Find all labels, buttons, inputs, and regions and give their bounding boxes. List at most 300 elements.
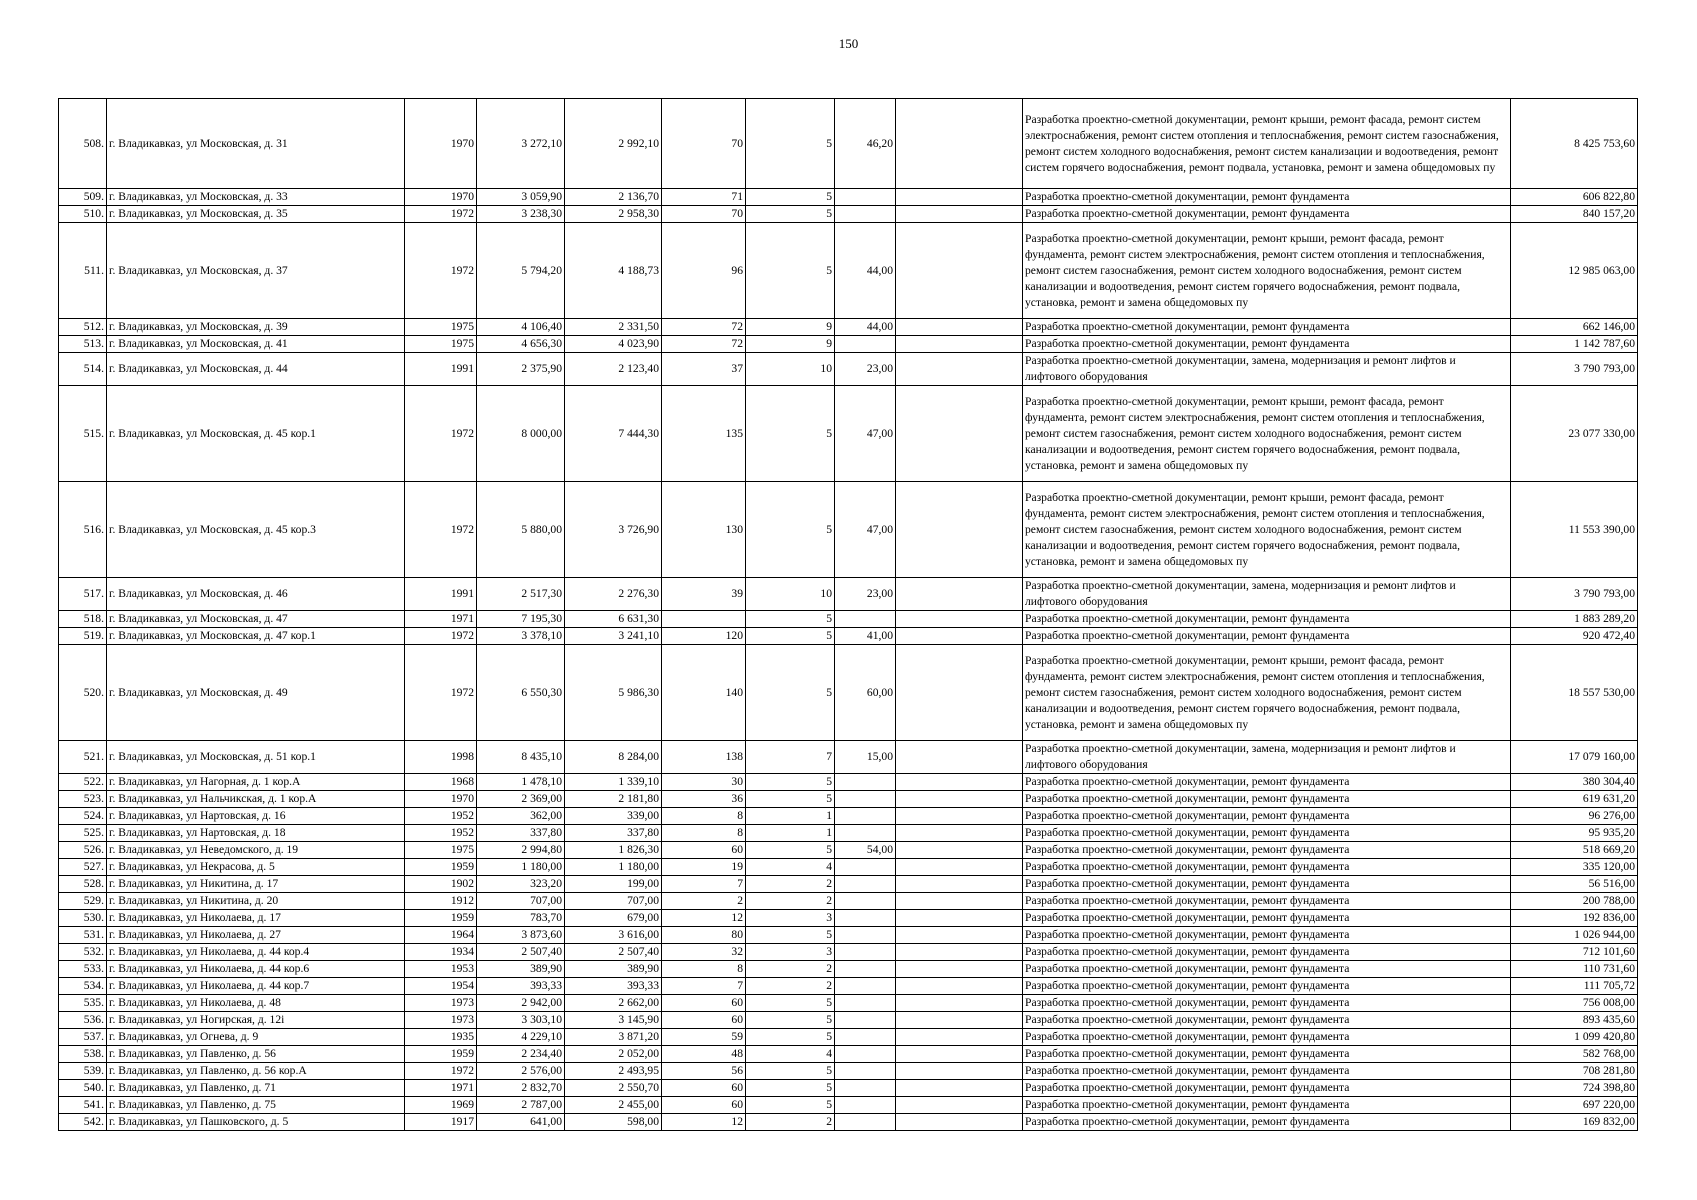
- living-area-cell: 707,00: [565, 893, 662, 910]
- floors-cell: 2: [746, 876, 835, 893]
- extra-cell: [896, 1114, 1023, 1131]
- wear-cell: [835, 206, 896, 223]
- cost-cell: 8 425 753,60: [1511, 99, 1638, 189]
- residents-cell: 80: [662, 927, 746, 944]
- total-area-cell: 5 880,00: [477, 482, 565, 578]
- row-number-cell: 534.: [59, 978, 107, 995]
- address-cell: г. Владикавказ, ул Московская, д. 35: [107, 206, 405, 223]
- year-cell: 1971: [405, 611, 477, 628]
- wear-cell: [835, 995, 896, 1012]
- floors-cell: 5: [746, 189, 835, 206]
- living-area-cell: 2 181,80: [565, 791, 662, 808]
- cost-cell: 12 985 063,00: [1511, 223, 1638, 319]
- address-cell: г. Владикавказ, ул Нартовская, д. 16: [107, 808, 405, 825]
- total-area-cell: 2 942,00: [477, 995, 565, 1012]
- work-description-cell: Разработка проектно-сметной документации, замена, модернизация и ремонт лифтов и лифтового оборудования: [1023, 741, 1511, 774]
- living-area-cell: 3 726,90: [565, 482, 662, 578]
- extra-cell: [896, 206, 1023, 223]
- wear-cell: 44,00: [835, 223, 896, 319]
- table-row: [59, 961, 1638, 978]
- floors-cell: 5: [746, 645, 835, 741]
- row-number-cell: 509.: [59, 189, 107, 206]
- residents-cell: 37: [662, 353, 746, 386]
- year-cell: 1934: [405, 944, 477, 961]
- year-cell: 1959: [405, 1046, 477, 1063]
- residents-cell: 2: [662, 893, 746, 910]
- extra-cell: [896, 791, 1023, 808]
- table-row: [59, 1046, 1638, 1063]
- work-description-cell: Разработка проектно-сметной документации, ремонт фундамента: [1023, 859, 1511, 876]
- address-cell: г. Владикавказ, ул Московская, д. 44: [107, 353, 405, 386]
- extra-cell: [896, 645, 1023, 741]
- floors-cell: 9: [746, 319, 835, 336]
- total-area-cell: 2 576,00: [477, 1063, 565, 1080]
- page-number: 150: [838, 36, 859, 51]
- work-description-cell: Разработка проектно-сметной документации, ремонт фундамента: [1023, 1080, 1511, 1097]
- work-description-cell: Разработка проектно-сметной документации, ремонт фундамента: [1023, 336, 1511, 353]
- address-cell: г. Владикавказ, ул Московская, д. 45 кор.3: [107, 482, 405, 578]
- work-description-cell: Разработка проектно-сметной документации, ремонт фундамента: [1023, 1063, 1511, 1080]
- row-number-cell: 526.: [59, 842, 107, 859]
- row-number-cell: 540.: [59, 1080, 107, 1097]
- extra-cell: [896, 808, 1023, 825]
- table-row: [59, 223, 1638, 319]
- work-description-cell: Разработка проектно-сметной документации, ремонт фундамента: [1023, 319, 1511, 336]
- row-number-cell: 527.: [59, 859, 107, 876]
- wear-cell: 47,00: [835, 386, 896, 482]
- year-cell: 1973: [405, 1012, 477, 1029]
- wear-cell: [835, 910, 896, 927]
- residents-cell: 70: [662, 206, 746, 223]
- living-area-cell: 4 023,90: [565, 336, 662, 353]
- wear-cell: [835, 1029, 896, 1046]
- table-row: [59, 386, 1638, 482]
- cost-cell: 95 935,20: [1511, 825, 1638, 842]
- extra-cell: [896, 961, 1023, 978]
- total-area-cell: 4 106,40: [477, 319, 565, 336]
- table-row: [59, 978, 1638, 995]
- table-row: [59, 628, 1638, 645]
- registry-table: [58, 98, 1638, 1131]
- work-description-cell: Разработка проектно-сметной документации, ремонт фундамента: [1023, 206, 1511, 223]
- total-area-cell: 389,90: [477, 961, 565, 978]
- table-row: [59, 645, 1638, 741]
- floors-cell: 5: [746, 482, 835, 578]
- year-cell: 1972: [405, 645, 477, 741]
- residents-cell: 70: [662, 99, 746, 189]
- wear-cell: [835, 1114, 896, 1131]
- extra-cell: [896, 944, 1023, 961]
- wear-cell: [835, 336, 896, 353]
- registry-body: [59, 99, 1638, 1131]
- row-number-cell: 515.: [59, 386, 107, 482]
- extra-cell: [896, 774, 1023, 791]
- address-cell: г. Владикавказ, ул Московская, д. 47 кор.1: [107, 628, 405, 645]
- wear-cell: [835, 1080, 896, 1097]
- row-number-cell: 513.: [59, 336, 107, 353]
- cost-cell: 1 883 289,20: [1511, 611, 1638, 628]
- cost-cell: 23 077 330,00: [1511, 386, 1638, 482]
- floors-cell: 2: [746, 961, 835, 978]
- extra-cell: [896, 978, 1023, 995]
- living-area-cell: 5 986,30: [565, 645, 662, 741]
- living-area-cell: 2 507,40: [565, 944, 662, 961]
- living-area-cell: 199,00: [565, 876, 662, 893]
- living-area-cell: 598,00: [565, 1114, 662, 1131]
- living-area-cell: 2 662,00: [565, 995, 662, 1012]
- floors-cell: 5: [746, 774, 835, 791]
- residents-cell: 120: [662, 628, 746, 645]
- wear-cell: [835, 791, 896, 808]
- work-description-cell: Разработка проектно-сметной документации, ремонт фундамента: [1023, 1029, 1511, 1046]
- living-area-cell: 393,33: [565, 978, 662, 995]
- total-area-cell: 5 794,20: [477, 223, 565, 319]
- floors-cell: 5: [746, 386, 835, 482]
- year-cell: 1991: [405, 353, 477, 386]
- table-row: [59, 1114, 1638, 1131]
- residents-cell: 72: [662, 319, 746, 336]
- address-cell: г. Владикавказ, ул Николаева, д. 17: [107, 910, 405, 927]
- address-cell: г. Владикавказ, ул Николаева, д. 48: [107, 995, 405, 1012]
- total-area-cell: 2 787,00: [477, 1097, 565, 1114]
- address-cell: г. Владикавказ, ул Некрасова, д. 5: [107, 859, 405, 876]
- cost-cell: 619 631,20: [1511, 791, 1638, 808]
- year-cell: 1964: [405, 927, 477, 944]
- row-number-cell: 510.: [59, 206, 107, 223]
- living-area-cell: 3 871,20: [565, 1029, 662, 1046]
- extra-cell: [896, 1080, 1023, 1097]
- work-description-cell: Разработка проектно-сметной документации, ремонт фундамента: [1023, 876, 1511, 893]
- year-cell: 1970: [405, 99, 477, 189]
- floors-cell: 5: [746, 1097, 835, 1114]
- row-number-cell: 517.: [59, 578, 107, 611]
- living-area-cell: 339,00: [565, 808, 662, 825]
- row-number-cell: 518.: [59, 611, 107, 628]
- floors-cell: 10: [746, 578, 835, 611]
- work-description-cell: Разработка проектно-сметной документации, ремонт фундамента: [1023, 628, 1511, 645]
- residents-cell: 60: [662, 1012, 746, 1029]
- residents-cell: 60: [662, 1080, 746, 1097]
- table-row: [59, 189, 1638, 206]
- floors-cell: 5: [746, 206, 835, 223]
- residents-cell: 39: [662, 578, 746, 611]
- address-cell: г. Владикавказ, ул Московская, д. 31: [107, 99, 405, 189]
- floors-cell: 5: [746, 791, 835, 808]
- cost-cell: 169 832,00: [1511, 1114, 1638, 1131]
- wear-cell: [835, 189, 896, 206]
- extra-cell: [896, 189, 1023, 206]
- total-area-cell: 3 272,10: [477, 99, 565, 189]
- row-number-cell: 522.: [59, 774, 107, 791]
- work-description-cell: Разработка проектно-сметной документации, ремонт фундамента: [1023, 893, 1511, 910]
- row-number-cell: 529.: [59, 893, 107, 910]
- cost-cell: 756 008,00: [1511, 995, 1638, 1012]
- address-cell: г. Владикавказ, ул Московская, д. 33: [107, 189, 405, 206]
- table-row: [59, 927, 1638, 944]
- year-cell: 1959: [405, 859, 477, 876]
- year-cell: 1935: [405, 1029, 477, 1046]
- year-cell: 1952: [405, 808, 477, 825]
- wear-cell: 23,00: [835, 353, 896, 386]
- row-number-cell: 525.: [59, 825, 107, 842]
- total-area-cell: 641,00: [477, 1114, 565, 1131]
- cost-cell: 56 516,00: [1511, 876, 1638, 893]
- table-row: [59, 876, 1638, 893]
- floors-cell: 5: [746, 927, 835, 944]
- row-number-cell: 539.: [59, 1063, 107, 1080]
- table-row: [59, 893, 1638, 910]
- wear-cell: [835, 876, 896, 893]
- year-cell: 1917: [405, 1114, 477, 1131]
- work-description-cell: Разработка проектно-сметной документации, ремонт фундамента: [1023, 808, 1511, 825]
- residents-cell: 138: [662, 741, 746, 774]
- extra-cell: [896, 611, 1023, 628]
- table-row: [59, 99, 1638, 189]
- row-number-cell: 530.: [59, 910, 107, 927]
- cost-cell: 893 435,60: [1511, 1012, 1638, 1029]
- address-cell: г. Владикавказ, ул Огнева, д. 9: [107, 1029, 405, 1046]
- work-description-cell: Разработка проектно-сметной документации, ремонт фундамента: [1023, 1114, 1511, 1131]
- extra-cell: [896, 99, 1023, 189]
- total-area-cell: 2 517,30: [477, 578, 565, 611]
- extra-cell: [896, 1012, 1023, 1029]
- table-row: [59, 206, 1638, 223]
- residents-cell: 135: [662, 386, 746, 482]
- living-area-cell: 3 241,10: [565, 628, 662, 645]
- total-area-cell: 8 000,00: [477, 386, 565, 482]
- address-cell: г. Владикавказ, ул Московская, д. 47: [107, 611, 405, 628]
- row-number-cell: 516.: [59, 482, 107, 578]
- residents-cell: 59: [662, 1029, 746, 1046]
- table-row: [59, 910, 1638, 927]
- work-description-cell: Разработка проектно-сметной документации, ремонт фундамента: [1023, 910, 1511, 927]
- total-area-cell: 3 378,10: [477, 628, 565, 645]
- floors-cell: 5: [746, 842, 835, 859]
- cost-cell: 708 281,80: [1511, 1063, 1638, 1080]
- address-cell: г. Владикавказ, ул Николаева, д. 27: [107, 927, 405, 944]
- wear-cell: [835, 825, 896, 842]
- year-cell: 1968: [405, 774, 477, 791]
- address-cell: г. Владикавказ, ул Павленко, д. 56 кор.А: [107, 1063, 405, 1080]
- total-area-cell: 3 059,90: [477, 189, 565, 206]
- year-cell: 1952: [405, 825, 477, 842]
- address-cell: г. Владикавказ, ул Павленко, д. 75: [107, 1097, 405, 1114]
- extra-cell: [896, 578, 1023, 611]
- work-description-cell: Разработка проектно-сметной документации, ремонт фундамента: [1023, 961, 1511, 978]
- work-description-cell: Разработка проектно-сметной документации, ремонт фундамента: [1023, 995, 1511, 1012]
- floors-cell: 2: [746, 893, 835, 910]
- floors-cell: 5: [746, 223, 835, 319]
- extra-cell: [896, 859, 1023, 876]
- table-row: [59, 842, 1638, 859]
- living-area-cell: 7 444,30: [565, 386, 662, 482]
- address-cell: г. Владикавказ, ул Нальчикская, д. 1 кор.А: [107, 791, 405, 808]
- residents-cell: 71: [662, 189, 746, 206]
- extra-cell: [896, 910, 1023, 927]
- wear-cell: [835, 611, 896, 628]
- wear-cell: [835, 1046, 896, 1063]
- living-area-cell: 2 052,00: [565, 1046, 662, 1063]
- address-cell: г. Владикавказ, ул Московская, д. 37: [107, 223, 405, 319]
- cost-cell: 606 822,80: [1511, 189, 1638, 206]
- extra-cell: [896, 1029, 1023, 1046]
- table-row: [59, 353, 1638, 386]
- cost-cell: 11 553 390,00: [1511, 482, 1638, 578]
- cost-cell: 518 669,20: [1511, 842, 1638, 859]
- work-description-cell: Разработка проектно-сметной документации, ремонт фундамента: [1023, 927, 1511, 944]
- residents-cell: 8: [662, 808, 746, 825]
- cost-cell: 17 079 160,00: [1511, 741, 1638, 774]
- address-cell: г. Владикавказ, ул Московская, д. 51 кор.1: [107, 741, 405, 774]
- address-cell: г. Владикавказ, ул Николаева, д. 44 кор.4: [107, 944, 405, 961]
- floors-cell: 3: [746, 910, 835, 927]
- row-number-cell: 520.: [59, 645, 107, 741]
- living-area-cell: 2 992,10: [565, 99, 662, 189]
- residents-cell: 96: [662, 223, 746, 319]
- wear-cell: [835, 978, 896, 995]
- residents-cell: 8: [662, 825, 746, 842]
- row-number-cell: 538.: [59, 1046, 107, 1063]
- row-number-cell: 533.: [59, 961, 107, 978]
- address-cell: г. Владикавказ, ул Нагорная, д. 1 кор.А: [107, 774, 405, 791]
- cost-cell: 192 836,00: [1511, 910, 1638, 927]
- year-cell: 1969: [405, 1097, 477, 1114]
- year-cell: 1991: [405, 578, 477, 611]
- wear-cell: 41,00: [835, 628, 896, 645]
- address-cell: г. Владикавказ, ул Николаева, д. 44 кор.7: [107, 978, 405, 995]
- total-area-cell: 707,00: [477, 893, 565, 910]
- floors-cell: 1: [746, 808, 835, 825]
- floors-cell: 5: [746, 1063, 835, 1080]
- cost-cell: 697 220,00: [1511, 1097, 1638, 1114]
- year-cell: 1971: [405, 1080, 477, 1097]
- address-cell: г. Владикавказ, ул Нартовская, д. 18: [107, 825, 405, 842]
- extra-cell: [896, 927, 1023, 944]
- row-number-cell: 542.: [59, 1114, 107, 1131]
- wear-cell: 15,00: [835, 741, 896, 774]
- work-description-cell: Разработка проектно-сметной документации, ремонт фундамента: [1023, 825, 1511, 842]
- year-cell: 1970: [405, 791, 477, 808]
- residents-cell: 36: [662, 791, 746, 808]
- table-row: [59, 1029, 1638, 1046]
- total-area-cell: 323,20: [477, 876, 565, 893]
- table-row: [59, 482, 1638, 578]
- cost-cell: 724 398,80: [1511, 1080, 1638, 1097]
- floors-cell: 5: [746, 99, 835, 189]
- wear-cell: 44,00: [835, 319, 896, 336]
- total-area-cell: 3 873,60: [477, 927, 565, 944]
- living-area-cell: 2 331,50: [565, 319, 662, 336]
- table-row: [59, 825, 1638, 842]
- row-number-cell: 528.: [59, 876, 107, 893]
- year-cell: 1972: [405, 223, 477, 319]
- work-description-cell: Разработка проектно-сметной документации, ремонт крыши, ремонт фасада, ремонт фундамента, ремонт систем электроснабжения, ремонт систем отопления и теплоснабжения, ремонт систем газоснабжения, ремонт систем холодного водоснабжения, ремонт систем канализации и водоотведения, ремонт систем горячего водоснабжения, ремонт подвала, установка, ремонт и замена общедомовых пу: [1023, 386, 1511, 482]
- living-area-cell: 389,90: [565, 961, 662, 978]
- cost-cell: 712 101,60: [1511, 944, 1638, 961]
- wear-cell: 46,20: [835, 99, 896, 189]
- extra-cell: [896, 1063, 1023, 1080]
- cost-cell: 1 026 944,00: [1511, 927, 1638, 944]
- living-area-cell: 2 136,70: [565, 189, 662, 206]
- cost-cell: 380 304,40: [1511, 774, 1638, 791]
- residents-cell: 48: [662, 1046, 746, 1063]
- residents-cell: 60: [662, 995, 746, 1012]
- total-area-cell: 783,70: [477, 910, 565, 927]
- residents-cell: 56: [662, 1063, 746, 1080]
- row-number-cell: 536.: [59, 1012, 107, 1029]
- extra-cell: [896, 223, 1023, 319]
- wear-cell: 54,00: [835, 842, 896, 859]
- address-cell: г. Владикавказ, ул Никитина, д. 17: [107, 876, 405, 893]
- floors-cell: 4: [746, 1046, 835, 1063]
- work-description-cell: Разработка проектно-сметной документации, ремонт фундамента: [1023, 791, 1511, 808]
- total-area-cell: 4 656,30: [477, 336, 565, 353]
- row-number-cell: 524.: [59, 808, 107, 825]
- living-area-cell: 2 958,30: [565, 206, 662, 223]
- total-area-cell: 2 832,70: [477, 1080, 565, 1097]
- cost-cell: 1 142 787,60: [1511, 336, 1638, 353]
- living-area-cell: 2 276,30: [565, 578, 662, 611]
- floors-cell: 5: [746, 995, 835, 1012]
- residents-cell: 12: [662, 910, 746, 927]
- floors-cell: 5: [746, 628, 835, 645]
- floors-cell: 5: [746, 1080, 835, 1097]
- wear-cell: [835, 808, 896, 825]
- cost-cell: 96 276,00: [1511, 808, 1638, 825]
- total-area-cell: 4 229,10: [477, 1029, 565, 1046]
- extra-cell: [896, 876, 1023, 893]
- total-area-cell: 1 478,10: [477, 774, 565, 791]
- total-area-cell: 1 180,00: [477, 859, 565, 876]
- floors-cell: 2: [746, 978, 835, 995]
- table-row: [59, 808, 1638, 825]
- table-row: [59, 741, 1638, 774]
- address-cell: г. Владикавказ, ул Неведомского, д. 19: [107, 842, 405, 859]
- work-description-cell: Разработка проектно-сметной документации, ремонт фундамента: [1023, 944, 1511, 961]
- year-cell: 1972: [405, 386, 477, 482]
- row-number-cell: 523.: [59, 791, 107, 808]
- table-row: [59, 774, 1638, 791]
- cost-cell: 920 472,40: [1511, 628, 1638, 645]
- work-description-cell: Разработка проектно-сметной документации, ремонт фундамента: [1023, 189, 1511, 206]
- row-number-cell: 535.: [59, 995, 107, 1012]
- total-area-cell: 3 303,10: [477, 1012, 565, 1029]
- cost-cell: 1 099 420,80: [1511, 1029, 1638, 1046]
- living-area-cell: 6 631,30: [565, 611, 662, 628]
- cost-cell: 110 731,60: [1511, 961, 1638, 978]
- cost-cell: 18 557 530,00: [1511, 645, 1638, 741]
- wear-cell: 47,00: [835, 482, 896, 578]
- work-description-cell: Разработка проектно-сметной документации, ремонт фундамента: [1023, 774, 1511, 791]
- year-cell: 1975: [405, 336, 477, 353]
- living-area-cell: 679,00: [565, 910, 662, 927]
- wear-cell: [835, 961, 896, 978]
- living-area-cell: 337,80: [565, 825, 662, 842]
- wear-cell: [835, 927, 896, 944]
- floors-cell: 7: [746, 741, 835, 774]
- row-number-cell: 521.: [59, 741, 107, 774]
- address-cell: г. Владикавказ, ул Московская, д. 46: [107, 578, 405, 611]
- year-cell: 1972: [405, 206, 477, 223]
- row-number-cell: 514.: [59, 353, 107, 386]
- row-number-cell: 531.: [59, 927, 107, 944]
- extra-cell: [896, 628, 1023, 645]
- floors-cell: 1: [746, 825, 835, 842]
- cost-cell: 840 157,20: [1511, 206, 1638, 223]
- work-description-cell: Разработка проектно-сметной документации, ремонт фундамента: [1023, 978, 1511, 995]
- table-row: [59, 859, 1638, 876]
- table-row: [59, 1080, 1638, 1097]
